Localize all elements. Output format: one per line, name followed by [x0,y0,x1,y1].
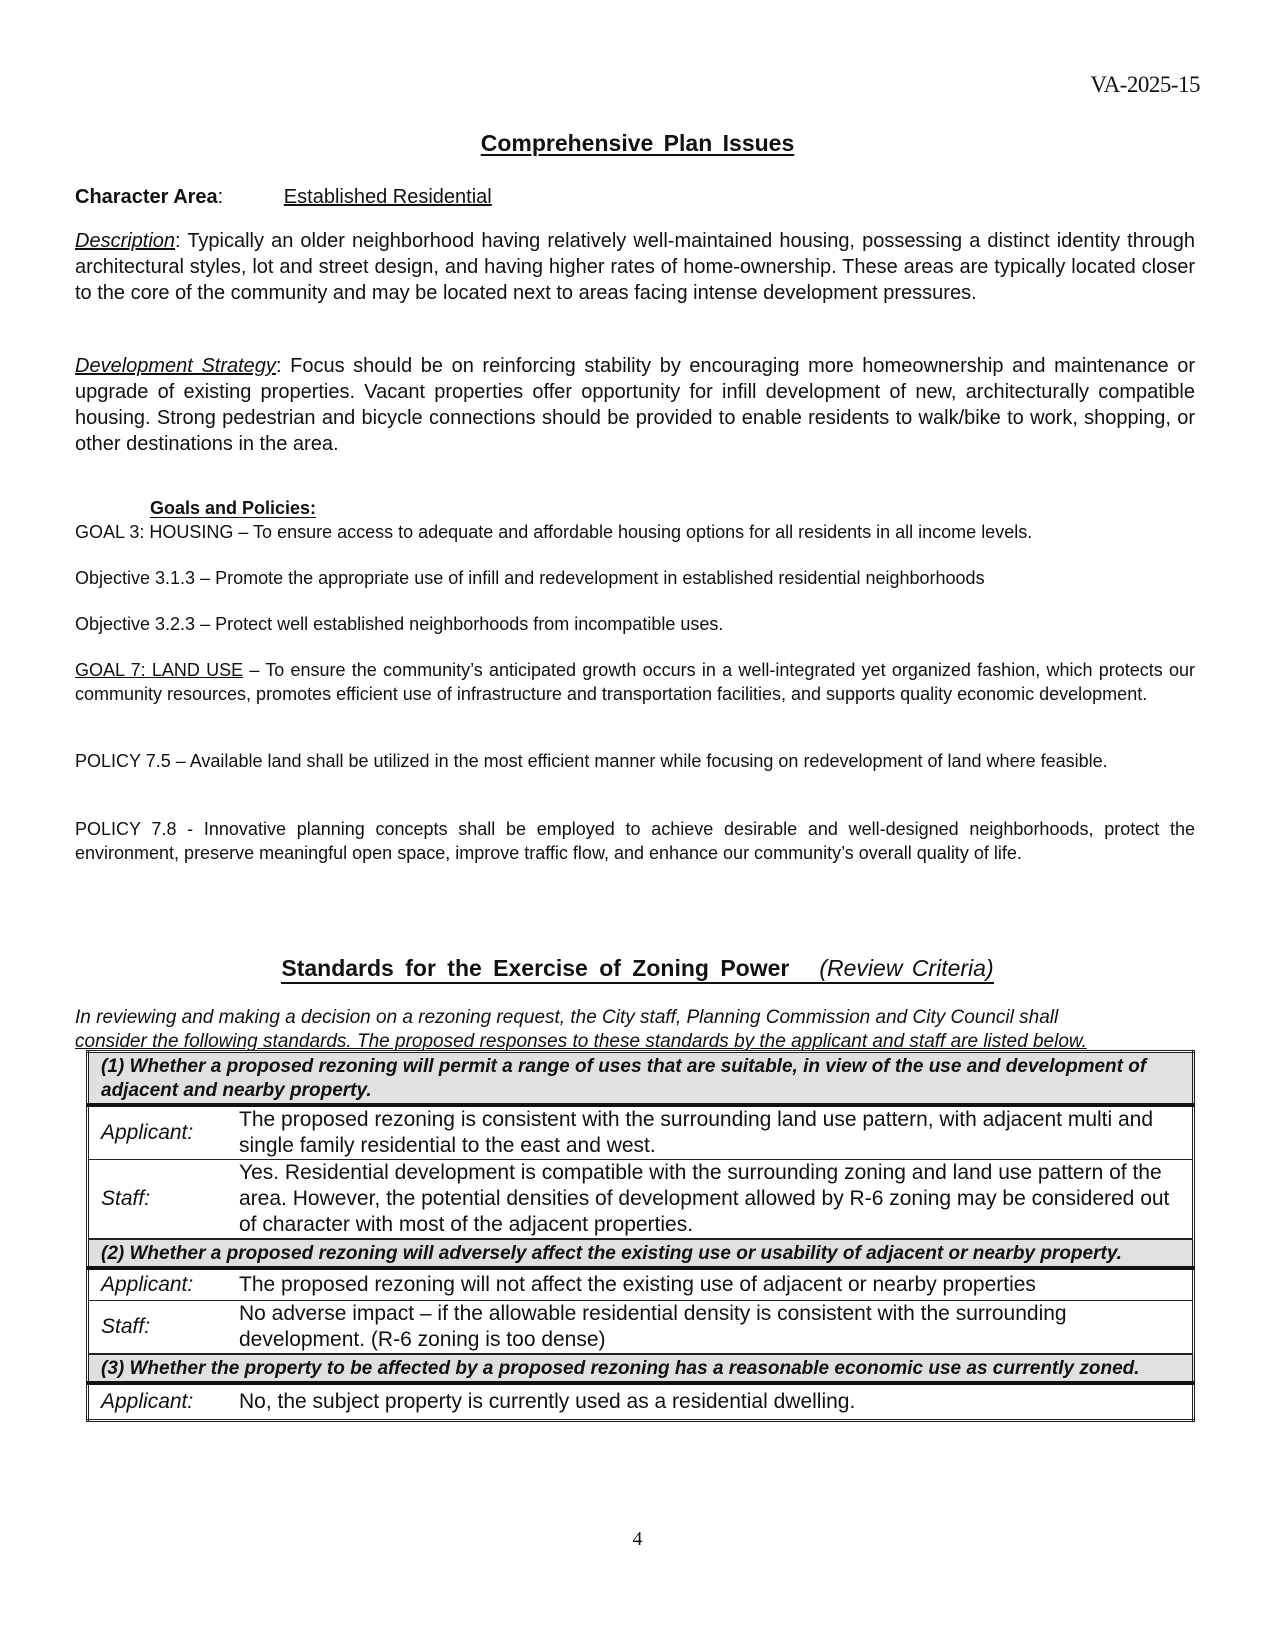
description-paragraph [75,228,1195,306]
criterion-applicant-row [88,1268,1194,1300]
criterion-question: (1) Whether a proposed rezoning will permit a range of uses that are suitable, in view of the use and development of adjacent and nearby property. [88,1052,1194,1106]
applicant-label: Applicant: [88,1268,228,1300]
standards-intro: In reviewing and making a decision on a rezoning request, the City staff, Planning Commission and City Council shall consider the following standards. The proposed responses to these standards by the applicant and staff are listed below. [75,1007,1087,1052]
staff-label: Staff: [88,1160,228,1240]
document-id: VA-2025-15 [1090,72,1200,97]
development-strategy-paragraph [75,353,1195,457]
objective-3-1-3: Objective 3.1.3 – Promote the appropriate use of infill and redevelopment in established residential neighborhoods [75,568,985,588]
applicant-label: Applicant: [88,1105,228,1160]
staff-label: Staff: [88,1300,228,1354]
criterion-staff-row [88,1300,1194,1354]
description-label: Description [75,230,176,252]
page-number: 4 [632,1528,643,1550]
objective-3-2-3: Objective 3.2.3 – Protect well established neighborhoods from incompatible uses. [75,614,724,634]
section-title-comprehensive-plan: Comprehensive Plan Issues [480,130,795,156]
applicant-response: No, the subject property is currently used as a residential dwelling. [227,1383,1194,1421]
goals-policies-heading: Goals and Policies: [150,498,317,518]
policy-7-8: POLICY 7.8 - Innovative planning concepts shall be employed to achieve desirable and well-designed neighborhoods, protect the environment, preserve meaningful open space, improve traffic flow, and enhance our community’s overall quality of life. [75,819,1195,863]
review-criteria-table [86,1050,1195,1422]
criterion-staff-row [88,1160,1194,1240]
goal-7: GOAL 7: LAND USE – To ensure the community’s anticipated growth occurs in a well-integrated yet organized fashion, which protects our community resources, promotes efficient use of infrastructure and transportation facilities, and supports quality economic development. [75,660,1195,704]
standards-title [0,955,1275,982]
criterion-applicant-row [88,1105,1194,1160]
standards-title-sub: (Review Criteria) [819,955,994,981]
character-area-value: Established Residential [283,186,492,208]
strategy-text: : Focus should be on reinforcing stability by encouraging more homeownership and maintenance or upgrade of existing properties. Vacant properties offer opportunity for infill development of new, architecturally compatible housing. Strong pedestrian and bicycle connections should be provided to enable residents to walk/bike to work, shopping, or other destinations in the area. [75,355,1195,455]
strategy-label: Development Strategy [75,355,276,377]
applicant-response: The proposed rezoning is consistent with the surrounding land use pattern, with adjacent multi and single family residential to the east and west. [227,1105,1194,1160]
applicant-response: The proposed rezoning will not affect the existing use of adjacent or nearby properties [227,1268,1194,1300]
character-area: Character Area: Established Residential [75,186,492,208]
goal-7-label: GOAL 7: LAND USE [75,660,244,680]
criterion-applicant-row [88,1383,1194,1421]
standards-title-main: Standards for the Exercise of Zoning Power [281,955,790,981]
applicant-label: Applicant: [88,1383,228,1421]
criterion-question: (2) Whether a proposed rezoning will adversely affect the existing use or usability of adjacent or nearby property. [88,1239,1194,1268]
character-area-label: Character Area [75,186,218,208]
description-text: : Typically an older neighborhood having relatively well-maintained housing, possessing a distinct identity through architectural styles, lot and street design, and having higher rates of home-ownership. These areas are typically located closer to the core of the community and may be located next to areas facing intense development pressures. [75,230,1195,304]
policy-7-5: POLICY 7.5 – Available land shall be utilized in the most efficient manner while focusing on redevelopment of land where feasible. [75,751,1108,771]
goal-3: GOAL 3: HOUSING – To ensure access to adequate and affordable housing options for all residents in all income levels. [75,522,1033,542]
staff-response: No adverse impact – if the allowable residential density is consistent with the surrounding development. (R-6 zoning is too dense) [227,1300,1194,1354]
staff-response: Yes. Residential development is compatible with the surrounding zoning and land use pattern of the area. However, the potential densities of development allowed by R-6 zoning may be considered out of character with most of the adjacent properties. [227,1160,1194,1240]
criterion-question: (3) Whether the property to be affected by a proposed rezoning has a reasonable economic use as currently zoned. [88,1354,1194,1383]
